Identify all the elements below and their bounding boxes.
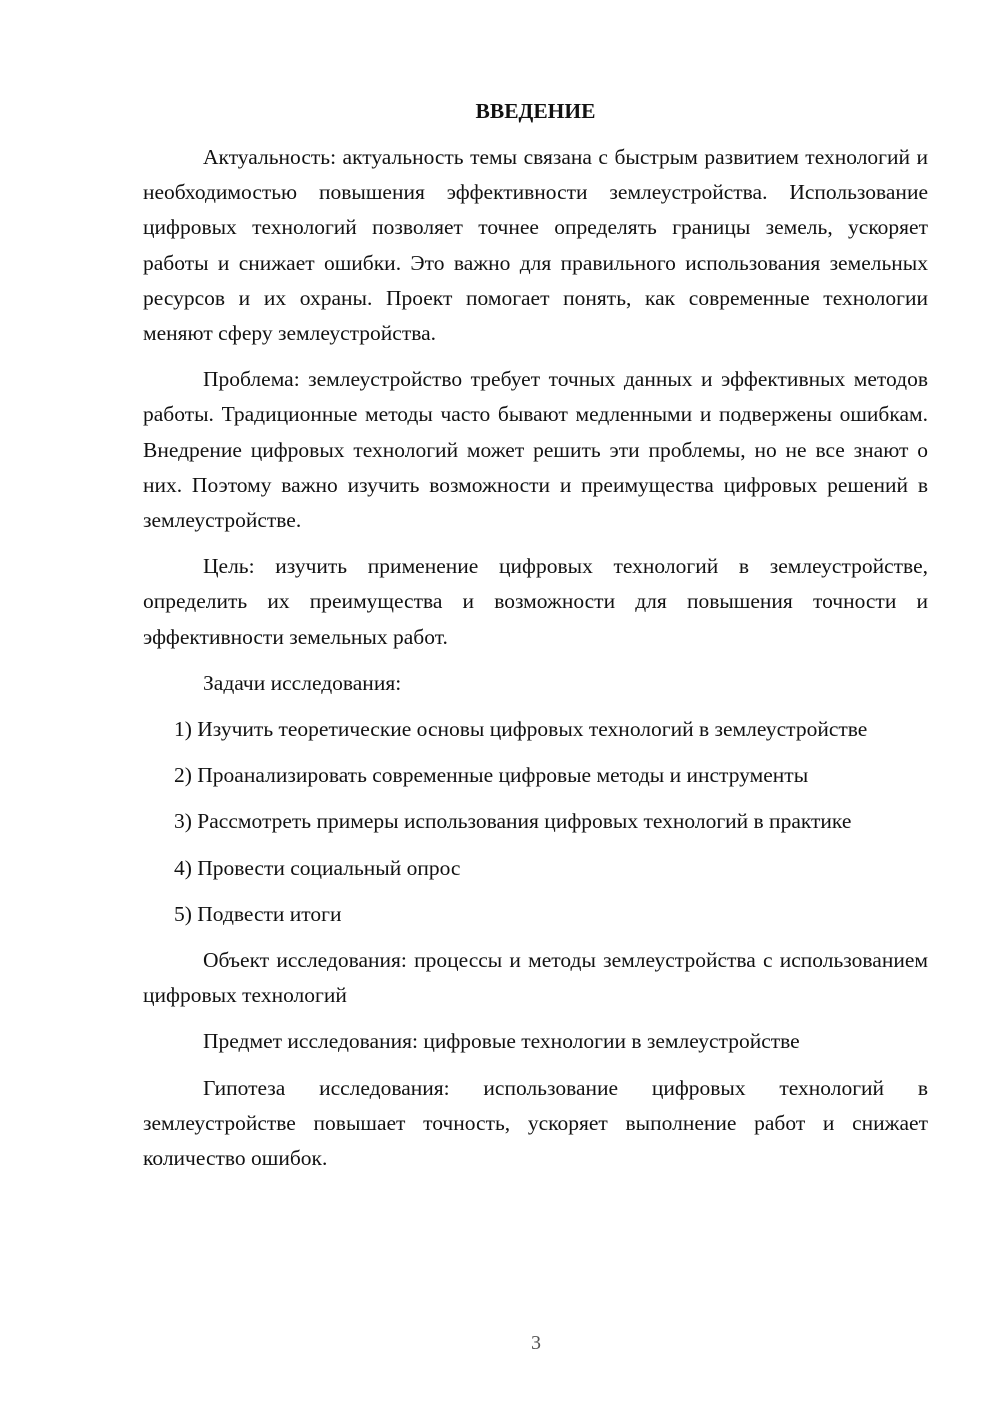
task-item: 2) Проанализировать современные цифровые методы и инструменты bbox=[174, 763, 809, 788]
task-item: 5) Подвести итоги bbox=[174, 901, 342, 926]
page-title: ВВЕДЕНИЕ bbox=[475, 99, 596, 123]
task-item: 1) Изучить теоретические основы цифровых технологий в землеустройстве bbox=[174, 717, 868, 742]
paragraph-tasks-heading: Задачи исследования: bbox=[203, 670, 402, 695]
task-item: 4) Провести социальный опрос bbox=[174, 855, 461, 880]
paragraph-relevance: Актуальность: актуальность темы связана с быстрым развитием технологий и необходимостью повышения эффективности землеустройства. Использование цифровых технологий позволяет точнее определять границы земель, ускоряет работы и снижает ошибки. Это важно для правильного использования земельных ресурсов и их охраны. Проект помогает понять, как современные технологии меняют сферу землеустройства. bbox=[143, 145, 928, 346]
paragraph-problem: Проблема: землеустройство требует точных данных и эффективных методов работы. Традиционные методы часто бывают медленными и подвержены ошибкам. Внедрение цифровых технологий может решить эти проблемы, но не все знают о них. Поэтому важно изучить возможности и преимущества цифровых решений в землеустройстве. bbox=[143, 367, 928, 533]
page-number: 3 bbox=[531, 1332, 541, 1354]
page-content bbox=[143, 94, 928, 1187]
task-item: 3) Рассмотреть примеры использования цифровых технологий в практике bbox=[174, 809, 852, 834]
paragraph-object: Объект исследования: процессы и методы землеустройства с использованием цифровых технологий bbox=[143, 948, 928, 1008]
paragraph-subject: Предмет исследования: цифровые технологии в землеустройстве bbox=[203, 1029, 800, 1054]
paragraph-hypothesis: Гипотеза исследования: использование цифровых технологий в землеустройстве повышает точность, ускоряет выполнение работ и снижает количество ошибок. bbox=[143, 1075, 928, 1171]
paragraph-goal: Цель: изучить применение цифровых технологий в землеустройстве, определить их преимущества и возможности для повышения точности и эффективности земельных работ. bbox=[143, 554, 928, 649]
